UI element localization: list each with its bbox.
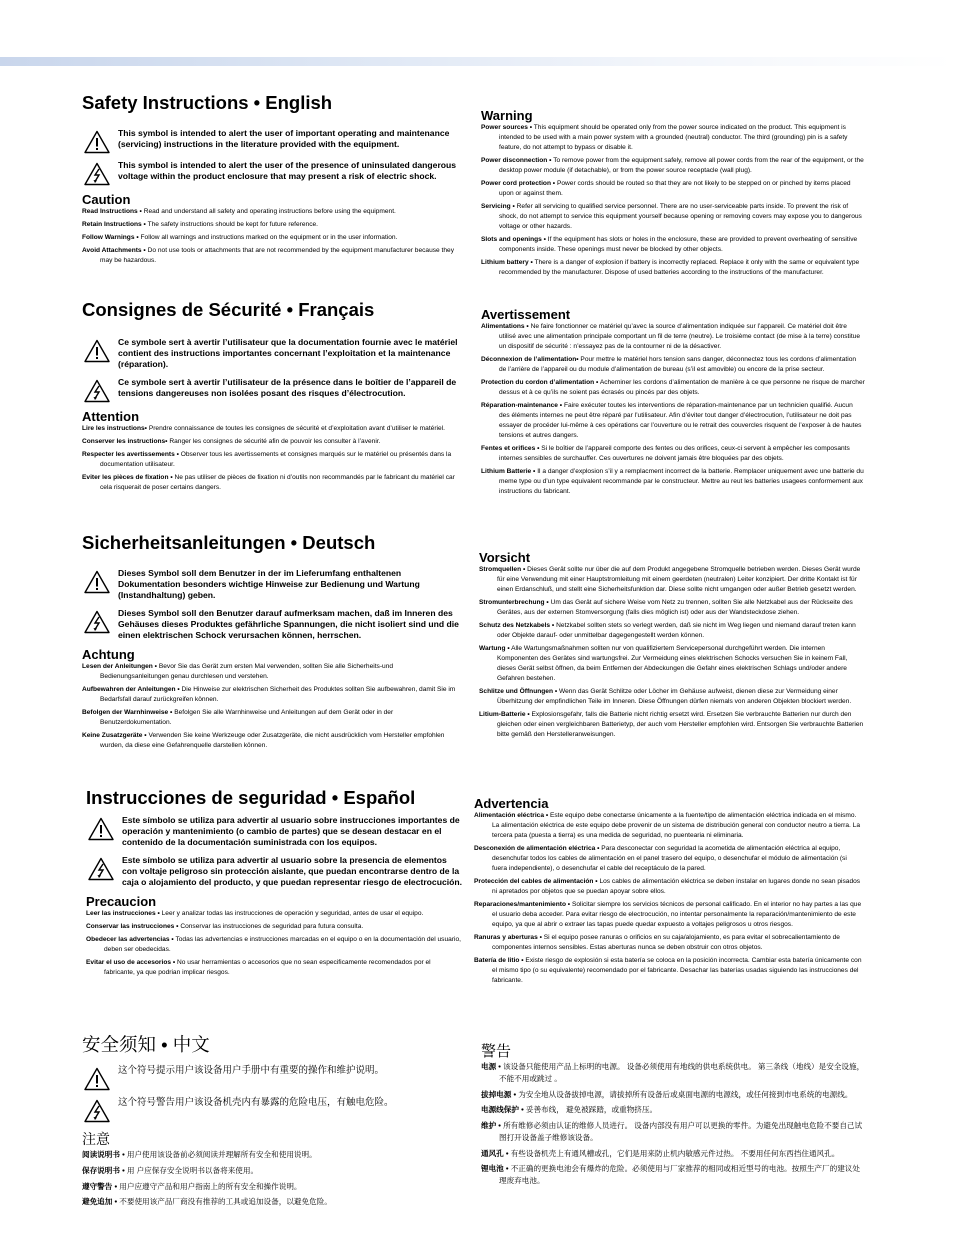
warning-list-item <box>481 1089 865 1101</box>
lightning-triangle-icon <box>84 379 110 403</box>
warning-item-label: Schutz des Netzkabels • <box>479 622 555 630</box>
warning-item-label: Lithium battery • <box>481 259 533 267</box>
warning-list-item <box>481 258 865 278</box>
warning-list-item <box>479 598 867 618</box>
caution-item-text: Do not use tools or attachments that are not recommended by the equipment manufacturer because they may be hazardous. <box>100 247 455 265</box>
symbol-description: Dieses Symbol soll dem Benutzer in der im Lieferumfang enthaltenen Dokumentation besonders wichtige Hinweise zur Bedienung und Wartung (Instandhaltung) geben. <box>118 568 420 601</box>
caution-list-item <box>86 935 462 955</box>
symbol-description: Ce symbole sert à avertir l’utilisateur de la présence dans le boîtier de l’appareil de tensions dangereuses non isolées posant des risques d’électrocution. <box>118 376 457 398</box>
warning-item-text: 为安全地从设备拔掉电源，请拔掉所有设备后或桌面电源的电源线，或任何接到市电系统的电源线。 <box>518 1089 853 1099</box>
warning-symbol-row <box>86 855 462 889</box>
caution-item-text: Ne pas utiliser de pièces de fixation ni d’outils non recommandés par le fabricant du matériel car cela risquerait de poser certains dangers. <box>100 473 455 491</box>
warning-symbol-row <box>82 608 462 642</box>
chinese-safety-section <box>82 1031 462 1212</box>
warning-list-item <box>474 811 862 841</box>
warning-item-label: Servicing • <box>481 203 515 211</box>
exclamation-triangle-icon <box>84 130 110 154</box>
caution-item-label: 保存说明书 • <box>82 1165 125 1175</box>
warning-item-label: Power cord protection • <box>481 180 556 188</box>
warning-item-text: Pour mettre le matériel hors tension sans danger, déconnectez tous les cordons d’alimentation de l’arrière de l’appareil ou du module d’alimentation de bureau (s’il est amovible) ou encore de la prise secteur. <box>499 356 857 374</box>
caution-list-item <box>82 685 462 705</box>
symbol-description: Dieses Symbol soll den Benutzer darauf aufmerksam machen, daß im Inneren des Gehäuses dieses Produktes gefährliche Spannungen, die nicht isoliert sind und die einen elektrischen Schock verursachen können, herrschen. <box>118 607 459 640</box>
warning-item-text: 所有维修必须由认证的维修人员进行。 设备内部没有用户可以更换的零件。为避免出现触电危险不要自己试图打开设备盖子维修该设备。 <box>499 1121 863 1142</box>
exclamation-triangle-icon <box>84 570 110 594</box>
caution-list-item <box>82 662 462 682</box>
caution-item-label: Aufbewahren der Anleitungen • <box>82 686 180 694</box>
warning-symbol-row <box>82 128 462 154</box>
caution-item-text: Leer y analizar todas las instrucciones de operación y seguridad, antes de usar el equipo. <box>161 910 424 918</box>
caution-list-item <box>82 473 462 493</box>
symbol-description: This symbol is intended to alert the user of important operating and maintenance (servicing) instructions in the literature provided with the equipment. <box>118 128 450 150</box>
symbol-description: This symbol is intended to alert the user of the presence of uninsulated dangerous voltage within the product enclosure that may present a risk of electric shock. <box>118 160 457 182</box>
warning-item-label: Protección del cables de alimentación • <box>474 878 598 886</box>
caution-item-text: Ranger les consignes de sécurité afin de pouvoir les consulter à l’avenir. <box>169 437 381 445</box>
warning-list-item <box>481 444 865 464</box>
section-title: Consignes de Sécurité • Français <box>82 299 375 320</box>
warning-item-label: Stromunterbrechung • <box>479 599 549 607</box>
warning-symbol-row <box>82 1097 462 1123</box>
section-title: 安全须知 • 中文 <box>82 1034 210 1055</box>
warning-item-text: Los cables de alimentación eléctrica se deben instalar en lugares donde no sean pisados ni apretados por objetos que se puedan apoyar sobre ellos. <box>492 878 861 896</box>
warning-symbol-row <box>82 337 462 371</box>
caution-item-label: 遵守警告 • <box>82 1181 118 1191</box>
caution-heading: Precaucion <box>86 894 157 910</box>
warning-list-item <box>479 644 867 684</box>
caution-list-item <box>82 708 462 728</box>
exclamation-triangle-icon <box>84 339 110 363</box>
warning-list-item <box>481 355 865 375</box>
caution-list-item <box>82 731 462 751</box>
warning-symbol-row <box>82 377 462 403</box>
warning-item-text: 有些设备机壳上有通风槽或孔，它们是用来防止机内敏感元件过热。 不要用任何东西挡住通风孔。 <box>510 1148 840 1158</box>
caution-item-label: Leer las instrucciones • <box>86 910 160 918</box>
lightning-triangle-icon <box>88 857 114 881</box>
warning-list-item <box>474 900 862 930</box>
warning-list-item <box>479 565 867 595</box>
caution-list-item <box>82 424 462 434</box>
warning-list-item <box>481 467 865 497</box>
german-safety-section <box>82 532 462 754</box>
warning-item-text: Dieses Gerät sollte nur über die auf dem Produkt angegebene Stromquelle betrieben werden. Dieses Gerät wurde für eine Verwendung mit einer Hauptstromleitung mit einem geerdeten (neutralen) Leiter konzipiert. Der dritte Kontakt ist für einen Erdanschluß, und stellt eine Sicherheitsfunktion dar. Diese sollte nicht umgangen oder außer Betrieb gesetzt werden. <box>497 566 861 594</box>
warning-item-text: Existe riesgo de explosión si esta batería se coloca en la posición incorrecta. Cambiar esta batería únicamente con el mismo tipo (o su equivalente) recomendado por el fabricante. Desachar las baterías usadas siguiendo las instrucciones del fabricante. <box>492 957 862 985</box>
caution-item-text: Bevor Sie das Gerät zum ersten Mal verwenden, sollten Sie alle Sicherheits-und Bedienungsanleitungen genau durchlesen und verstehen. <box>100 663 394 681</box>
warning-heading: 警告 <box>481 1043 512 1060</box>
warning-item-text: Si el equipo posee ranuras o orificios en su caja/alojamiento, es para evitar el sobrecalientamiento de componentes internos sensibles. Estas aberturas nunca se deben obstruir con otros objetos. <box>492 934 840 952</box>
warning-list-item <box>481 1163 865 1187</box>
warning-list-item <box>474 877 862 897</box>
caution-item-label: Befolgen der Warnhinweise • <box>82 709 173 717</box>
section-title: Sicherheitsanleitungen • Deutsch <box>82 532 376 553</box>
warning-list-item <box>481 1104 865 1116</box>
caution-list-item <box>82 450 462 470</box>
spanish-safety-section <box>86 787 462 981</box>
caution-item-text: Die Hinweise zur elektrischen Sicherheit des Produktes sollten Sie aufbewahren, damit Sie im Bedarfsfall darauf zurückgreifen können. <box>100 686 456 704</box>
symbol-description: 这个符号提示用户该设备用户手册中有重要的操作和维护说明。 <box>118 1065 385 1076</box>
french-safety-section <box>82 299 462 496</box>
caution-item-text: The safety instructions should be kept for future reference. <box>147 221 319 229</box>
warning-item-text: Explosionsgefahr, falls die Batterie nicht richtig ersetzt wird. Ersetzen Sie verbrauchte Batterien nur durch den gleichen oder einen vergleichbaren Batterietyp, der auch vom Hersteller empfohlen wird. Entsorgen Sie verbrauchte Batterien bitte gemäß den Herstelleranweisungen. <box>497 711 864 739</box>
warning-list-item <box>481 235 865 255</box>
warning-item-label: Alimentación eléctrica • <box>474 812 549 819</box>
warning-list-item <box>474 956 862 986</box>
warning-item-text: Um das Gerät auf sichere Weise vom Netz zu trennen, sollten Sie alle Netzkabel aus der Rückseite des Gerätes, aus der externen Stomversorgung (falls dies möglich ist) oder aus der Wandsteckdose ziehen. <box>497 599 853 617</box>
caution-list-item <box>82 233 462 243</box>
caution-item-label: Conservar las instrucciones • <box>86 923 179 931</box>
caution-item-label: Retain Instructions • <box>82 221 146 229</box>
warning-list-item <box>479 621 867 641</box>
warning-item-text: Si le boîtier de l’appareil comporte des fentes ou des orifices, ceux-ci servent à empêcher les composants internes sensibles de surchauffer. Ces ouvertures ne doivent jamais être bloquées par des objets. <box>499 445 850 463</box>
warning-item-label: 通风孔 • <box>481 1148 509 1158</box>
caution-item-label: Keine Zusatzgeräte • <box>82 732 147 740</box>
warning-item-text: Wenn das Gerät Schlitze oder Löcher im Gehäuse aufweist, dienen diese zur Vermeidung einer Überhitzung der empfindlichen Teile im Inneren. Diese Öffnungen dürfen niemals von anderen Objekten blockiert werden. <box>497 688 852 706</box>
symbol-description: Ce symbole sert à avertir l’utilisateur que la documentation fournie avec le matériel contient des instructions importantes concernant l’exploitation et la maintenance (réparation). <box>118 337 458 370</box>
warning-item-label: Fentes et orifices • <box>481 445 540 453</box>
caution-item-text: 用 户应保存安全说明书以备将来使用。 <box>126 1165 259 1175</box>
warning-item-text: Este equipo debe conectarse únicamente a la fuente/tipo de alimentación eléctrica indicada en el mismo. La alimentación eléctrica de este equipo debe provenir de un sistema de distribución general con conductor neutro a tierra. La tercera pata (puesta a tierra) es una medida de seguridad, no puentearia ni eliminaria. <box>492 812 861 840</box>
symbol-description: 这个符号警告用户该设备机壳内有暴露的危险电压，有触电危险。 <box>118 1097 394 1108</box>
caution-item-text: Conservar las instrucciones de seguridad para futura consulta. <box>180 923 364 931</box>
warning-item-text: This equipment should be operated only from the power source indicated on the product. This equipment is intended to be used with a main power system with a grounded (neutral) conductor. The third (grounding) pin is a safety feature, do not attempt to bypass or disable it. <box>499 124 848 152</box>
symbol-description: Este símbolo se utiliza para advertir al usuario sobre instrucciones importantes de operación y mantenimiento (o cambio de partes) que se desean destacar en el contenido de la documentación suministrada con los equipos. <box>122 815 460 848</box>
warning-list-item <box>481 156 865 176</box>
warning-item-text: If the equipment has slots or holes in the enclosure, these are provided to prevent overheating of sensitive components inside. These openings must never be blocked by other objects. <box>499 236 858 254</box>
section-title: Safety Instructions • English <box>82 92 333 113</box>
caution-item-text: Prendre connaissance de toutes les consignes de sécurité et d’exploitation avant d’utiliser le matériel. <box>148 424 445 432</box>
warning-list-item <box>481 1061 865 1085</box>
warning-item-label: Litium-Batterie • <box>479 711 530 719</box>
warning-item-text: Acheminer les cordons d’alimentation de manière à ce que personne ne risque de marcher dessus et à ce qu’ils ne soient pas écrasés ou pincés par des objets. <box>499 379 865 397</box>
warning-list-item <box>481 179 865 199</box>
warning-item-label: 维护 • <box>481 1121 501 1131</box>
caution-list-item <box>86 909 462 919</box>
warning-symbol-row <box>86 815 462 849</box>
warning-item-text: To remove power from the equipment safely, remove all power cords from the rear of the equipment, or the desktop power module (if detachable), or from the power source receptacle (wall plug). <box>499 157 864 175</box>
chinese-warning-section <box>481 1040 865 1191</box>
caution-heading: 注意 <box>82 1131 110 1147</box>
warning-item-text: Netzkabel sollten stets so verlegt werden, daß sie nicht im Weg liegen und niemand darauf treten kann oder Objekte darauf- oder unmittelbar dagegengestellt werden können. <box>497 622 856 640</box>
warning-list-item <box>481 123 865 153</box>
warning-item-text: Il a danger d’explosion s’il y a remplacment incorrect de la batterie. Remplacer uniquement avec une batterie du meme type ou d’un type equivalent recommande par le constructeur. Mettre au reut les batteries usagees conformement aux instructions du fabricant. <box>499 468 864 496</box>
warning-item-label: Déconnexion de l’alimentation• <box>481 356 579 364</box>
english-safety-section <box>82 92 462 269</box>
caution-list-item <box>82 207 462 217</box>
caution-item-text: 不要使用该产品厂商没有推荐的工具或追加设备，以避免危险。 <box>119 1197 332 1207</box>
caution-item-label: Respecter les avertissements • <box>82 450 179 458</box>
section-title: Instrucciones de seguridad • Español <box>86 787 416 808</box>
warning-item-label: Schlitze und Öffnungen • <box>479 688 558 696</box>
caution-item-text: Befolgen Sie alle Warnhinweise und Anleitungen auf dem Gerät oder in der Benutzerdokumentation. <box>100 709 394 727</box>
caution-list-item <box>82 1165 462 1177</box>
warning-symbol-row <box>82 1065 462 1091</box>
symbol-description: Este símbolo se utiliza para advertir al usuario sobre la presencia de elementos con voltaje peligroso sin protección aislante, que puedan encontrarse dentro de la caja o alojamiento del producto, y que puedan representar riesgo de electrocución. <box>122 854 463 887</box>
caution-item-label: Eviter les pièces de fixation • <box>82 473 173 481</box>
warning-item-label: Slots and openings • <box>481 236 546 244</box>
exclamation-triangle-icon <box>88 817 114 841</box>
caution-item-text: Follow all warnings and instructions marked on the equipment or in the user information. <box>140 234 398 242</box>
warning-item-text: Ne faire fonctionner ce matériel qu’avec la source d’alimentation indiquée sur l’appareil. Ce matériel doit être utilisé avec une alimentation principale comportant un fil de terre (neutre). Le troisième contact (de mise à la terre) constitue un dispositif de sécurité : n’essayez pas de la contourner ni de la désactiver. <box>499 323 861 351</box>
caution-item-label: 避免追加 • <box>82 1197 118 1207</box>
caution-item-text: Read and understand all safety and operating instructions before using the equipment. <box>143 208 396 215</box>
warning-item-label: 电源 • <box>481 1062 501 1071</box>
caution-heading: Achtung <box>82 647 135 663</box>
warning-item-label: Lithium Batterie • <box>481 468 536 476</box>
caution-item-text: 用户使用该设备前必须阅读并理解所有安全和使用说明。 <box>126 1150 317 1159</box>
warning-heading: Avertissement <box>481 307 571 322</box>
lightning-triangle-icon <box>84 162 110 186</box>
caution-item-text: No usar herramientas o accesorios que no sean especificamente recomendados por el fabricante, ya que podrian implicar riesgos. <box>104 959 431 977</box>
caution-item-label: Avoid Attachments • <box>82 247 146 255</box>
caution-item-label: Lesen der Anleitungen • <box>82 663 157 671</box>
caution-item-label: Evitar el uso de accesorios • <box>86 959 176 967</box>
english-warning-section <box>481 108 865 281</box>
warning-item-label: Wartung • <box>479 645 510 653</box>
warning-item-label: 拔掉电源 • <box>481 1089 517 1099</box>
warning-item-label: Protection du cordon d’alimentation • <box>481 379 599 387</box>
warning-item-text: Solicitar siempre los servicios técnicos de personal calificado. En el interior no hay partes a las que el usuario deba acceder. Para evitar riesgo de electrocución, no intentar personalmente la reparación/mantenimiento de este equipo, ya que al abrir o extraer las tapas puede quedar expuesto a voltajes peligrosos u otros riesgos. <box>492 901 862 929</box>
warning-list-item <box>481 322 865 352</box>
warning-item-label: Alimentations • <box>481 323 529 330</box>
warning-list-item <box>481 1148 865 1160</box>
caution-list-item <box>82 1181 462 1193</box>
warning-list-item <box>481 401 865 441</box>
warning-list-item <box>479 710 867 740</box>
caution-list-item <box>86 958 462 978</box>
warning-list-item <box>481 1120 865 1144</box>
warning-list-item <box>481 378 865 398</box>
warning-list-item <box>481 202 865 232</box>
warning-symbol-row <box>82 568 462 602</box>
warning-heading: Vorsicht <box>479 550 531 565</box>
header-gradient-bar <box>0 57 954 66</box>
warning-symbol-row <box>82 160 462 186</box>
warning-item-label: 锂电池 • <box>481 1164 509 1174</box>
spanish-warning-section <box>474 796 862 989</box>
caution-heading: Attention <box>82 408 140 424</box>
caution-item-label: 阅读说明书 • <box>82 1150 125 1159</box>
warning-list-item <box>474 844 862 874</box>
warning-item-label: Reparaciones/mantenimiento • <box>474 901 571 909</box>
lightning-triangle-icon <box>84 610 110 634</box>
warning-item-text: 该设备只能使用产品上标明的电源。 设备必须使用有地线的供电系统供电。 第三条线（地线）是安全设施，不能不用或跳过 。 <box>499 1062 865 1083</box>
caution-list-item <box>82 246 462 266</box>
caution-list-item <box>82 220 462 230</box>
caution-item-label: Conserver les instructions• <box>82 437 168 445</box>
warning-heading: Advertencia <box>474 796 549 811</box>
caution-list-item <box>82 437 462 447</box>
warning-item-label: Réparation-maintenance • <box>481 402 563 410</box>
warning-item-text: Alle Wartungsmaßnahmen sollten nur von qualifiziertem Servicepersonal durchgeführt werden. Die internen Komponenten des Gerätes sind wartungsfrei. Zur Vermeidung eines elektrischen Schocks versuchen Sie in keinem Fall, dieses Gerät selbst öffnen, da beim Entfernen der Abdeckungen die Gefahr eines elektrischen Schlags und/oder andere Gefahren bestehen. <box>497 645 848 683</box>
warning-item-text: Para desconectar con seguridad la acometida de alimentación eléctrica al equipo, desenchufar todos los cables de alimentación en el panel trasero del equipo, o desenchufar el módulo de alimentación (si fuera independiente), o desenchufar el cable del receptáculo de la pared. <box>492 845 847 873</box>
caution-list-item <box>82 1149 462 1161</box>
caution-list-item <box>86 922 462 932</box>
warning-item-label: 电源线保护 • <box>481 1105 524 1115</box>
caution-item-label: Read Instructions • <box>82 208 142 215</box>
caution-item-text: 用户应遵守产品和用户指南上的所有安全和操作说明。 <box>119 1181 302 1191</box>
caution-item-label: Follow Warnings • <box>82 234 139 242</box>
warning-item-text: Faire exécuter toutes les interventions de réparation-maintenance par un technicien qualifié. Aucun des éléments internes ne peut être réparé par l’utilisateur. Afin d’éviter tout danger d’électrocution, l’utilisateur ne doit pas essayer de procéder lui-même à ces opérations car l’ouverture ou le retrait des couvercles risquent de l’exposer à de hautes tensions et autres dangers. <box>499 402 862 440</box>
caution-heading: Caution <box>82 192 131 207</box>
caution-item-text: Todas las advertencias e instrucciones marcadas en el equipo o en la documentación del usuario, deben ser obedecidas. <box>104 936 461 954</box>
warning-item-text: Refer all servicing to qualified service personnel. There are no user-serviceable parts inside. To prevent the risk of shock, do not attempt to service this equipment yourself because opening or removing covers may expose you to dangerous voltage or other hazards. <box>499 203 862 231</box>
exclamation-triangle-icon <box>84 1067 110 1091</box>
caution-item-label: Lire les instructions• <box>82 424 147 432</box>
caution-item-text: Verwenden Sie keine Werkzeuge oder Zusatzgeräte, die nicht ausdrücklich vom Hersteller empfohlen wurden, da diese eine Gefahrenquelle darstellen können. <box>100 732 445 750</box>
warning-item-text: 妥善布线， 避免被踩踏，或重物挤压。 <box>525 1105 658 1115</box>
warning-item-label: Power disconnection • <box>481 157 552 165</box>
caution-item-text: Observer tous les avertissements et consignes marqués sur le matériel ou présentés dans la documentation utilisateur. <box>100 450 452 468</box>
warning-list-item <box>474 933 862 953</box>
warning-item-label: Batería de litio • <box>474 957 524 965</box>
warning-item-text: Power cords should be routed so that they are not likely to be stepped on or pinched by items placed upon or against them. <box>499 180 851 198</box>
warning-list-item <box>479 687 867 707</box>
french-warning-section <box>481 307 865 500</box>
warning-item-text: There is a danger of explosion if battery is incorrectly replaced. Replace it only with the same or equivalent type recommended by the manufacturer. Dispose of used batteries according to the instructions of the manufacturer. <box>499 259 860 277</box>
german-warning-section <box>479 550 867 743</box>
caution-list-item <box>82 1196 462 1208</box>
lightning-triangle-icon <box>84 1099 110 1123</box>
warning-item-label: Ranuras y aberturas • <box>474 934 542 942</box>
caution-item-label: Obedecer las advertencias • <box>86 936 174 944</box>
warning-item-label: Stromquellen • <box>479 566 526 573</box>
warning-item-label: Power sources • <box>481 124 533 131</box>
warning-item-text: 不正确的更换电池会有爆炸的危险。必须使用与厂家推荐的相同或相近型号的电池。按照生产厂的建议处理废弃电池。 <box>499 1164 860 1186</box>
warning-item-label: Desconexión de alimentación eléctrica • <box>474 845 600 853</box>
warning-heading: Warning <box>481 108 533 123</box>
